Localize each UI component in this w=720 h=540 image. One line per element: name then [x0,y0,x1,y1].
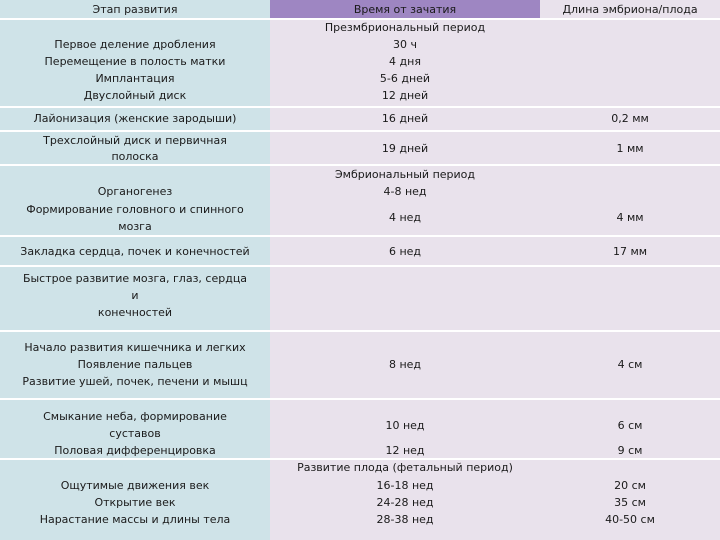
stage-cell: Ощутимые движения век [60,479,210,492]
length-cell: 0,2 мм [611,112,649,125]
row-separator [0,398,720,400]
stage-cell: Открытие век [94,496,176,509]
time-cell: 4 дня [389,55,421,68]
stage-cell-continued: Появление пальцев [77,358,193,371]
time-cell: 10 нед [385,419,425,432]
stage-cell-continued: мозга [118,220,152,233]
stage-cell-continued: конечностей [97,306,173,319]
time-cell: 30 ч [393,38,417,51]
length-cell: 20 см [614,479,646,492]
length-cell: 6 см [617,419,643,432]
period-preembryonic: Презмбриональный период [324,21,486,34]
header-time: Время от зачатия [353,3,457,16]
time-cell: 16 дней [381,112,429,125]
time-cell: 4-8 нед [383,185,427,198]
length-cell: 35 см [614,496,646,509]
length-cell: 4 см [617,358,643,371]
length-cell: 40-50 см [605,513,655,526]
time-cell: 5-6 дней [379,72,431,85]
stage-cell: Смыкание неба, формирование [43,410,227,423]
length-cell: 1 мм [616,142,644,155]
stage-cell: Начало развития кишечника и легких [24,341,246,354]
stage-cell-continued: Развитие ушей, почек, печени и мышц [22,375,248,388]
time-cell: 19 дней [381,142,429,155]
stage-cell: Трехслойный диск и первичная [43,134,227,147]
stage-cell: Двуслойный диск [83,89,187,102]
stage-cell: Закладка сердца, почек и конечностей [20,245,250,258]
period-embryonic: Эмбриональный период [334,168,476,181]
time-cell: 24-28 нед [376,496,434,509]
length-cell: 4 мм [616,211,644,224]
row-separator [0,330,720,332]
stage-cell: Имплантация [95,72,175,85]
stage-cell-continued: и [131,289,139,302]
time-cell: 28-38 нед [376,513,434,526]
header-stage: Этап развития [92,3,178,16]
length-cell: 9 см [617,444,643,457]
stage-cell: Перемещение в полость матки [44,55,226,68]
header-length: Длина эмбриона/плода [562,3,698,16]
row-separator [0,235,720,237]
time-cell: 6 нед [388,245,422,258]
stage-cell-continued: суставов [109,427,161,440]
stage-cell: Органогенез [97,185,173,198]
stage-cell: Формирование головного и спинного [26,203,244,216]
time-cell: 12 дней [381,89,429,102]
row-separator [0,265,720,267]
stage-cell: Нарастание массы и длины тела [39,513,231,526]
time-cell: 8 нед [388,358,422,371]
row-separator [0,106,720,108]
length-cell: 17 мм [612,245,648,258]
stage-cell: Первое деление дробления [54,38,216,51]
stage-cell: Лайонизация (женские зародыши) [33,112,237,125]
time-cell: 12 нед [385,444,425,457]
stage-cell: Быстрое развитие мозга, глаз, сердца [22,272,248,285]
time-cell: 16-18 нед [376,479,434,492]
stage-cell-continued: полоска [111,150,159,163]
stage-cell: Половая дифференцировка [54,444,216,457]
period-fetal: Развитие плода (фетальный период) [297,461,513,474]
time-cell: 4 нед [388,211,422,224]
